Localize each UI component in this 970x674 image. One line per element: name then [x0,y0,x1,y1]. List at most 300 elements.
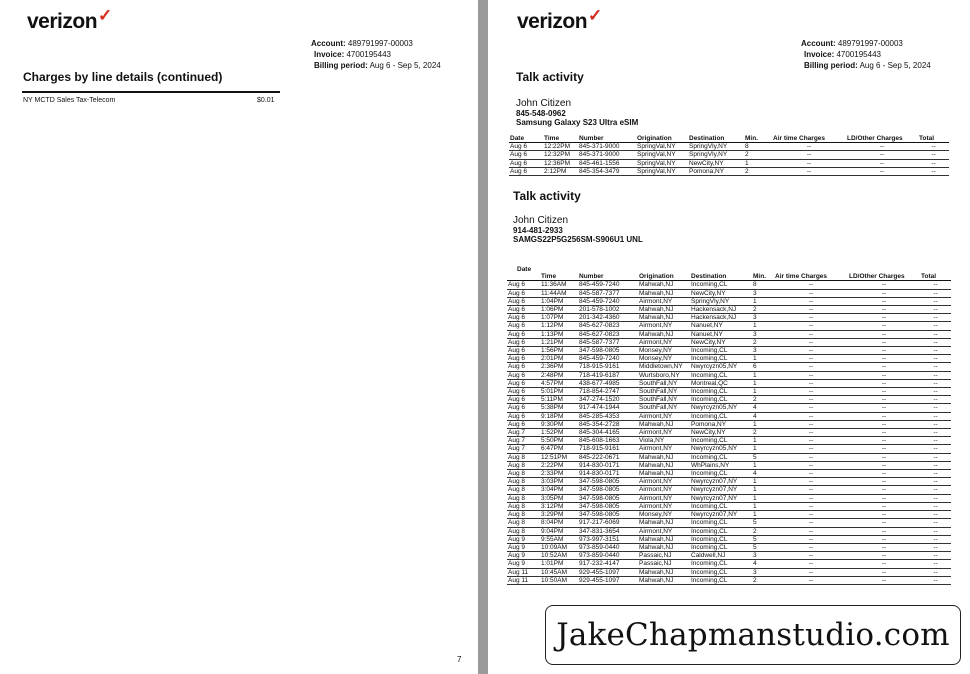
cell-origination: Mahwah,NJ [638,420,690,428]
cell-date: Aug 6 [507,412,540,420]
cell-ld-charges: -- [848,478,920,486]
cell-min: 1 [752,461,774,469]
cell-date: Aug 11 [507,576,540,584]
cell-date: Aug 9 [507,560,540,568]
section-heading: Charges by line details (continued) [23,70,223,84]
cell-total: -- [920,396,951,404]
cell-air-charges: -- [774,314,848,322]
cell-ld-charges: -- [848,388,920,396]
table-row [507,281,951,289]
cell-time: 12:51PM [540,453,578,461]
cell-total: -- [920,371,951,379]
cell-air-charges: -- [774,560,848,568]
cell-min: 4 [752,560,774,568]
cell-origination: Monsey,NY [638,511,690,519]
cell-ld-charges: -- [848,519,920,527]
cell-time: 5:11PM [540,396,578,404]
cell-time: 2:33PM [540,470,578,478]
account-info: Account: 489791997-00003 Invoice: 4700195443 Billing period: Aug 6 - Sep 5, 2024 [801,39,931,70]
cell-number: 845-459-7240 [578,297,638,305]
table-row [507,494,951,502]
cell-time: 10:50AM [540,576,578,584]
billing-period: Aug 6 - Sep 5, 2024 [859,61,931,70]
cell-number: 914-830-0171 [578,470,638,478]
cell-min: 1 [752,478,774,486]
cell-min: 2 [752,338,774,346]
cell-total: -- [920,470,951,478]
cell-air-charges: -- [774,470,848,478]
cell-ld-charges: -- [848,429,920,437]
cell-air-charges: -- [774,552,848,560]
table-row [509,151,949,159]
cell-ld-charges: -- [848,486,920,494]
cell-min: 5 [752,519,774,527]
cell-destination: Incoming,CL [690,388,752,396]
cell-air-charges: -- [774,429,848,437]
cell-total: -- [920,347,951,355]
cell-number: 438-677-4985 [578,379,638,387]
cell-ld-charges: -- [848,494,920,502]
cell-date: Aug 6 [507,379,540,387]
cell-total: -- [920,535,951,543]
cell-origination: Airmont,NY [638,445,690,453]
cell-total: -- [920,338,951,346]
cell-total: -- [920,404,951,412]
cell-number: 973-859-0440 [578,552,638,560]
cell-time: 2:12PM [543,167,578,175]
cell-destination: NewCity,NY [688,159,744,167]
cell-min: 2 [752,576,774,584]
cell-number: 845-285-4353 [578,412,638,420]
cell-date: Aug 9 [507,552,540,560]
cell-number: 718-915-9161 [578,363,638,371]
cell-date: Aug 6 [507,322,540,330]
cell-min: 3 [752,552,774,560]
cell-time: 1:13PM [540,330,578,338]
table-row [507,461,951,469]
cell-total: -- [920,429,951,437]
cell-number: 347-274-1520 [578,396,638,404]
cell-destination: Nwyrcyzn05,NY [690,404,752,412]
table-row [509,167,949,175]
talk-activity-table [509,135,949,176]
cell-number: 845-587-7377 [578,338,638,346]
cell-destination: Incoming,CL [690,347,752,355]
cell-time: 1:52PM [540,429,578,437]
table-row [507,412,951,420]
col-date: Date [509,135,543,143]
table-row [507,511,951,519]
cell-time: 1:56PM [540,347,578,355]
cell-min: 6 [752,363,774,371]
cell-origination: Mahwah,NJ [638,543,690,551]
cell-destination: Caldwell,NJ [690,552,752,560]
cell-total: -- [918,143,949,151]
table-row [507,306,951,314]
cell-min: 4 [752,470,774,478]
cell-destination: Incoming,CL [690,453,752,461]
cell-air-charges: -- [774,330,848,338]
cell-date: Aug 6 [507,306,540,314]
cell-time: 3:12PM [540,502,578,510]
col-ld-charges: LD/Other Charges [846,135,918,143]
cell-origination: SouthFall,NY [638,379,690,387]
cell-total: -- [918,159,949,167]
cell-date: Aug 9 [507,535,540,543]
cell-time: 10:52AM [540,552,578,560]
cell-time: 12:22PM [543,143,578,151]
cell-ld-charges: -- [848,560,920,568]
cell-min: 1 [752,420,774,428]
cell-number: 347-598-0805 [578,478,638,486]
cell-ld-charges: -- [848,396,920,404]
cell-date: Aug 6 [509,159,543,167]
verizon-logo: verizon✓ [517,6,602,33]
cell-origination: Airmont,NY [638,478,690,486]
cell-time: 3:03PM [540,478,578,486]
cell-min: 5 [752,543,774,551]
cell-number: 845-587-7377 [578,289,638,297]
cell-date: Aug 6 [507,338,540,346]
table-row [507,486,951,494]
cell-air-charges: -- [774,543,848,551]
cell-time: 11:36AM [540,281,578,289]
cell-ld-charges: -- [848,568,920,576]
invoice-number: 4700195443 [836,50,881,59]
cell-ld-charges: -- [848,355,920,363]
cell-min: 1 [752,388,774,396]
cell-min: 1 [752,297,774,305]
cell-time: 2:36PM [540,363,578,371]
cell-total: -- [920,511,951,519]
cell-number: 347-598-0805 [578,486,638,494]
cell-total: -- [920,453,951,461]
cell-min: 3 [752,314,774,322]
cell-air-charges: -- [774,494,848,502]
cell-destination: SpringVly,NY [690,297,752,305]
cell-origination: Monsey,NY [638,347,690,355]
cell-time: 3:05PM [540,494,578,502]
col-number: Number [578,273,638,281]
table-row [507,535,951,543]
cell-date: Aug 6 [509,167,543,175]
col-air-charges: Air time Charges [772,135,846,143]
cell-time: 1:21PM [540,338,578,346]
cell-origination: Airmont,NY [638,322,690,330]
cell-min: 3 [752,330,774,338]
cell-origination: SouthFall,NY [638,396,690,404]
col-origination: Origination [636,135,688,143]
table-row [507,314,951,322]
cell-origination: SpringVal,NY [636,167,688,175]
cell-date: Aug 7 [507,437,540,445]
cell-ld-charges: -- [848,404,920,412]
cell-date: Aug 8 [507,461,540,469]
subscriber-name: John Citizen [516,98,572,109]
cell-total: -- [920,281,951,289]
cell-origination: Middletown,NY [638,363,690,371]
cell-air-charges: -- [772,159,846,167]
watermark-banner: JakeChapmanstudio.com [545,605,961,665]
cell-time: 9:18PM [540,412,578,420]
cell-min: 1 [752,437,774,445]
cell-destination: Nanuet,NY [690,322,752,330]
cell-ld-charges: -- [848,306,920,314]
cell-ld-charges: -- [848,527,920,535]
cell-destination: Pomona,NY [690,420,752,428]
cell-date: Aug 6 [507,281,540,289]
cell-ld-charges: -- [848,543,920,551]
cell-air-charges: -- [774,535,848,543]
table-row [507,379,951,387]
cell-time: 3:04PM [540,486,578,494]
cell-origination: Airmont,NY [638,502,690,510]
cell-number: 347-598-0805 [578,511,638,519]
table-row [507,363,951,371]
cell-time: 1:04PM [540,297,578,305]
cell-time: 2:48PM [540,371,578,379]
cell-date: Aug 6 [507,297,540,305]
cell-min: 8 [744,143,772,151]
subscriber-device: Samsung Galaxy S23 Ultra eSIM [516,118,639,127]
cell-date: Aug 6 [507,404,540,412]
table-row [507,404,951,412]
cell-time: 3:29PM [540,511,578,519]
cell-origination: SouthFall,NY [638,388,690,396]
cell-number: 917-217-6069 [578,519,638,527]
cell-ld-charges: -- [848,363,920,371]
cell-origination: Airmont,NY [638,297,690,305]
cell-destination: SpringVly,NY [688,143,744,151]
cell-air-charges: -- [774,437,848,445]
line-info [516,99,638,128]
cell-origination: Mahwah,NJ [638,453,690,461]
col-destination: Destination [688,135,744,143]
cell-destination: Incoming,CL [690,502,752,510]
table-row [507,543,951,551]
cell-origination: Mahwah,NJ [638,461,690,469]
cell-destination: Incoming,CL [690,355,752,363]
talk-activity-table [507,266,951,585]
account-info: Account: 489791997-00003 Invoice: 4700195443 Billing period: Aug 6 - Sep 5, 2024 [311,39,441,70]
cell-destination: Nanuet,NY [690,330,752,338]
cell-date: Aug 11 [507,568,540,576]
cell-date: Aug 6 [509,151,543,159]
cell-ld-charges: -- [848,502,920,510]
cell-number: 845-627-0823 [578,330,638,338]
cell-number: 845-459-7240 [578,281,638,289]
cell-min: 1 [744,159,772,167]
cell-origination: SpringVal,NY [636,151,688,159]
page-number: 7 [457,655,462,664]
cell-min: 1 [752,502,774,510]
cell-destination: Incoming,CL [690,568,752,576]
account-number: 489791997-00003 [347,39,413,48]
table-row [507,388,951,396]
table-row [507,355,951,363]
cell-date: Aug 8 [507,453,540,461]
cell-ld-charges: -- [848,420,920,428]
cell-total: -- [920,412,951,420]
cell-number: 347-598-0805 [578,502,638,510]
cell-ld-charges: -- [848,445,920,453]
cell-air-charges: -- [774,388,848,396]
cell-origination: Monsey,NY [638,355,690,363]
bill-page-left [0,0,478,674]
cell-air-charges: -- [774,347,848,355]
table-row [509,159,949,167]
cell-time: 10:45AM [540,568,578,576]
cell-number: 718-419-6187 [578,371,638,379]
cell-total: -- [920,314,951,322]
cell-origination: Airmont,NY [638,486,690,494]
cell-min: 5 [752,453,774,461]
cell-total: -- [920,322,951,330]
cell-air-charges: -- [774,519,848,527]
cell-total: -- [920,478,951,486]
tax-item-amount: $0.01 [257,97,275,104]
cell-number: 929-455-1097 [578,568,638,576]
cell-ld-charges: -- [848,453,920,461]
account-number: 489791997-00003 [837,39,903,48]
cell-ld-charges: -- [848,330,920,338]
cell-min: 2 [752,306,774,314]
cell-air-charges: -- [774,568,848,576]
cell-time: 1:06PM [540,306,578,314]
cell-total: -- [920,494,951,502]
cell-time: 1:12PM [540,322,578,330]
cell-ld-charges: -- [848,535,920,543]
cell-origination: Mahwah,NJ [638,519,690,527]
cell-time: 5:01PM [540,388,578,396]
cell-origination: Mahwah,NJ [638,535,690,543]
cell-destination: Incoming,CL [690,470,752,478]
cell-number: 973-859-0440 [578,543,638,551]
cell-destination: Incoming,CL [690,543,752,551]
cell-destination: Incoming,CL [690,560,752,568]
cell-date: Aug 6 [507,314,540,322]
cell-origination: Passaic,NJ [638,552,690,560]
cell-air-charges: -- [774,461,848,469]
cell-origination: Mahwah,NJ [638,289,690,297]
cell-date: Aug 6 [507,371,540,379]
table-row [507,330,951,338]
cell-ld-charges: -- [848,461,920,469]
line-info [513,216,643,245]
cell-min: 3 [752,568,774,576]
cell-destination: Nwyrcyzn05,NY [690,445,752,453]
cell-number: 917-474-1944 [578,404,638,412]
cell-air-charges: -- [774,527,848,535]
cell-total: -- [920,363,951,371]
cell-total: -- [920,486,951,494]
cell-origination: SpringVal,NY [636,159,688,167]
checkmark-icon: ✓ [98,6,112,25]
cell-ld-charges: -- [848,281,920,289]
cell-total: -- [920,388,951,396]
cell-ld-charges: -- [848,552,920,560]
cell-min: 2 [744,167,772,175]
table-row [507,560,951,568]
cell-origination: Mahwah,NJ [638,470,690,478]
cell-air-charges: -- [772,167,846,175]
cell-number: 201-578-1002 [578,306,638,314]
cell-min: 1 [752,322,774,330]
cell-destination: Incoming,CL [690,371,752,379]
cell-total: -- [918,167,949,175]
cell-air-charges: -- [774,289,848,297]
cell-ld-charges: -- [846,159,918,167]
cell-air-charges: -- [774,338,848,346]
cell-air-charges: -- [774,478,848,486]
cell-date: Aug 7 [507,445,540,453]
cell-time: 2:01PM [540,355,578,363]
cell-air-charges: -- [774,576,848,584]
col-ld-charges: LD/Other Charges [848,273,920,281]
table-row [507,338,951,346]
cell-origination: Mahwah,NJ [638,330,690,338]
cell-min: 1 [752,511,774,519]
cell-total: -- [920,519,951,527]
cell-min: 3 [752,347,774,355]
table-row [507,445,951,453]
cell-origination: Airmont,NY [638,338,690,346]
cell-origination: SpringVal,NY [636,143,688,151]
cell-total: -- [920,445,951,453]
cell-number: 845-371-9000 [578,143,636,151]
cell-date: Aug 8 [507,519,540,527]
cell-origination: Mahwah,NJ [638,568,690,576]
cell-min: 1 [752,445,774,453]
cell-destination: Incoming,CL [690,527,752,535]
cell-number: 845-354-3479 [578,167,636,175]
col-time: Time [540,273,578,281]
table-row [507,347,951,355]
table-row [507,396,951,404]
cell-number: 845-461-1556 [578,159,636,167]
cell-min: 1 [752,371,774,379]
cell-time: 2:22PM [540,461,578,469]
table-row [507,519,951,527]
cell-min: 4 [752,412,774,420]
cell-min: 1 [752,486,774,494]
cell-ld-charges: -- [848,371,920,379]
table-row [507,371,951,379]
cell-air-charges: -- [772,143,846,151]
cell-air-charges: -- [774,297,848,305]
cell-air-charges: -- [774,363,848,371]
cell-date: Aug 8 [507,470,540,478]
cell-origination: Airmont,NY [638,429,690,437]
subscriber-device: SAMGS22P5G256SM-S906U1 UNL [513,235,643,244]
cell-number: 845-627-0823 [578,322,638,330]
col-time: Time [543,135,578,143]
cell-date: Aug 8 [507,486,540,494]
cell-min: 2 [744,151,772,159]
cell-number: 347-598-0805 [578,494,638,502]
subscriber-phone: 845-548-0962 [516,108,566,118]
invoice-number: 4700195443 [346,50,391,59]
cell-air-charges: -- [774,412,848,420]
cell-destination: Nwyrcyzn07,NY [690,511,752,519]
cell-ld-charges: -- [848,576,920,584]
table-row [507,502,951,510]
table-row [507,478,951,486]
cell-air-charges: -- [774,453,848,461]
cell-ld-charges: -- [848,338,920,346]
cell-number: 845-608-1663 [578,437,638,445]
cell-time: 9:55AM [540,535,578,543]
